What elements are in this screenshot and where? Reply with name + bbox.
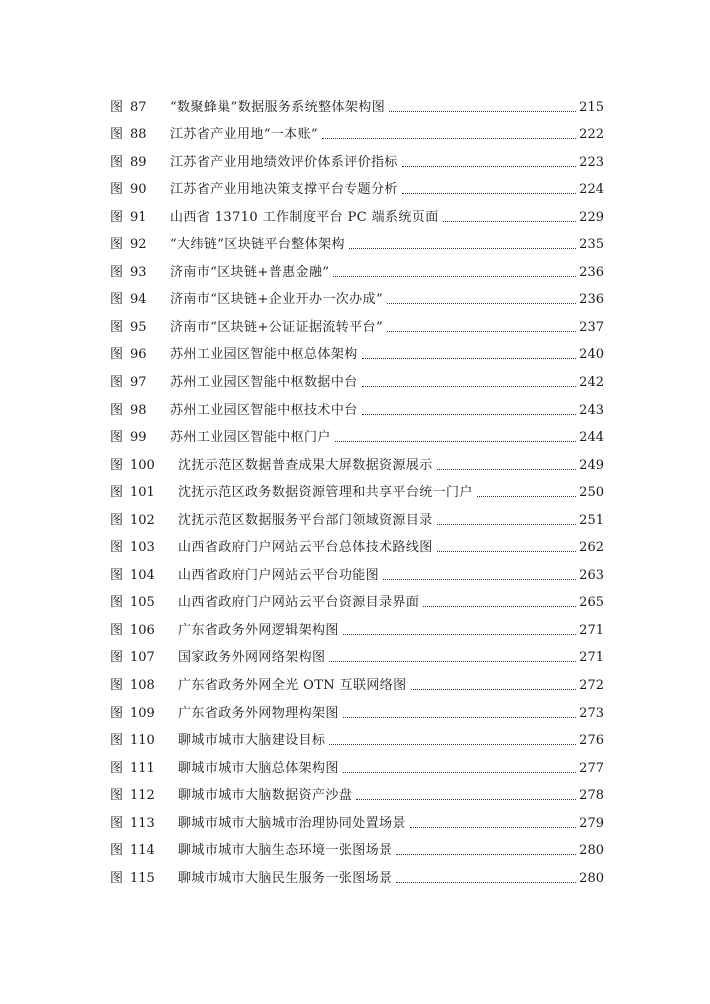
figure-label: 图 (110, 705, 125, 721)
page-number: 237 (579, 319, 604, 335)
figure-number: 107 (130, 650, 155, 666)
figure-label: 图 (110, 540, 125, 556)
toc-entry[interactable] (110, 253, 604, 281)
figure-title: 聊城市城市大脑建设目标 (178, 733, 326, 749)
page-number: 280 (579, 843, 604, 859)
page-number: 278 (579, 788, 604, 804)
page-number: 277 (579, 760, 604, 776)
figure-title: 江苏省产业用地绩效评价体系评价指标 (170, 154, 398, 170)
figure-title: 苏州工业园区智能中枢数据中台 (170, 375, 358, 391)
page-number: 244 (579, 430, 604, 446)
dot-leader (443, 221, 577, 222)
figure-label: 图 (110, 375, 125, 391)
figure-number: 114 (130, 843, 155, 859)
toc-entry[interactable] (110, 198, 604, 226)
figure-number: 96 (130, 347, 147, 363)
figure-label: 图 (110, 127, 125, 143)
toc-entry[interactable] (110, 446, 604, 474)
toc-entry[interactable] (110, 363, 604, 391)
toc-entry[interactable] (110, 777, 604, 805)
toc-entry[interactable] (110, 474, 604, 502)
figure-number: 106 (130, 622, 155, 638)
figure-title: 广东省政务外网全光 OTN 互联网络图 (178, 678, 407, 694)
figure-label: 图 (110, 870, 125, 886)
figure-title: 苏州工业园区智能中枢总体架构 (170, 347, 358, 363)
figure-title: “数聚蜂巢”数据服务系统整体架构图 (170, 99, 386, 115)
figure-label: 图 (110, 99, 125, 115)
figure-label: 图 (110, 402, 125, 418)
page-number: 243 (579, 402, 604, 418)
figure-title: 广东省政务外网逻辑架构图 (178, 622, 339, 638)
figure-label: 图 (110, 264, 125, 280)
figure-number: 97 (130, 375, 147, 391)
dot-leader (343, 634, 576, 635)
figure-number: 104 (130, 567, 155, 583)
figure-title: 济南市“区块链+企业开办一次办成” (170, 292, 384, 308)
dot-leader (396, 854, 576, 855)
dot-leader (362, 386, 577, 387)
dot-leader (362, 358, 577, 359)
figure-title: 江苏省产业用地“一本账” (170, 127, 319, 143)
figure-number: 109 (130, 705, 155, 721)
figure-title: 山西省政府门户网站云平台总体技术路线图 (178, 540, 433, 556)
figure-number: 110 (130, 733, 155, 749)
figure-number: 88 (130, 127, 147, 143)
toc-entry[interactable] (110, 859, 604, 887)
toc-entry[interactable] (110, 501, 604, 529)
figure-label: 图 (110, 457, 125, 473)
figure-number: 94 (130, 292, 147, 308)
figure-label: 图 (110, 154, 125, 170)
figure-title: 山西省政府门户网站云平台资源目录界面 (178, 595, 420, 611)
dot-leader (333, 276, 576, 277)
toc-entry[interactable] (110, 88, 604, 116)
figure-number: 113 (130, 815, 155, 831)
figure-number: 105 (130, 595, 155, 611)
dot-leader (437, 524, 577, 525)
dot-leader (383, 579, 576, 580)
figure-label: 图 (110, 292, 125, 308)
figure-number: 92 (130, 237, 147, 253)
dot-leader (362, 414, 577, 415)
page-number: 222 (579, 127, 604, 143)
page-number: 215 (579, 99, 604, 115)
figure-number: 90 (130, 182, 147, 198)
toc-entry[interactable] (110, 804, 604, 832)
toc-entry[interactable] (110, 639, 604, 667)
page-number: 251 (579, 512, 604, 528)
dot-leader (387, 331, 576, 332)
toc-entry[interactable] (110, 832, 604, 860)
figure-title: 江苏省产业用地决策支撑平台专题分析 (170, 182, 398, 198)
toc-entry[interactable] (110, 556, 604, 584)
page-number: 271 (579, 650, 604, 666)
toc-entry[interactable] (110, 391, 604, 419)
figure-label: 图 (110, 843, 125, 859)
figure-number: 89 (130, 154, 147, 170)
figure-title: 聊城市城市大脑城市治理协同处置场景 (178, 815, 406, 831)
dot-leader (322, 138, 576, 139)
toc-entry[interactable] (110, 281, 604, 309)
page-number: 273 (579, 705, 604, 721)
figure-title: 山西省 13710 工作制度平台 PC 端系统页面 (170, 209, 439, 225)
dot-leader (477, 496, 576, 497)
dot-leader (329, 661, 576, 662)
toc-entry[interactable] (110, 308, 604, 336)
figure-number: 115 (130, 870, 155, 886)
figure-number: 99 (130, 430, 147, 446)
page-number: 236 (579, 292, 604, 308)
toc-entry[interactable] (110, 611, 604, 639)
figure-number: 112 (130, 788, 155, 804)
figure-label: 图 (110, 567, 125, 583)
toc-entry[interactable] (110, 749, 604, 777)
dot-leader (402, 166, 576, 167)
figure-label: 图 (110, 788, 125, 804)
page-number: 272 (579, 678, 604, 694)
page-number: 236 (579, 264, 604, 280)
figure-label: 图 (110, 650, 125, 666)
figure-label: 图 (110, 622, 125, 638)
figure-title: 苏州工业园区智能中枢门户 (170, 430, 331, 446)
dot-leader (410, 827, 576, 828)
figure-number: 98 (130, 402, 147, 418)
dot-leader (335, 441, 576, 442)
figure-number: 91 (130, 209, 147, 225)
figure-title: 沈抚示范区数据服务平台部门领域资源目录 (178, 512, 433, 528)
dot-leader (423, 606, 576, 607)
figure-number: 108 (130, 678, 155, 694)
figure-number: 101 (130, 485, 155, 501)
dot-leader (402, 193, 576, 194)
dot-leader (343, 772, 576, 773)
figure-label: 图 (110, 209, 125, 225)
figure-number: 103 (130, 540, 155, 556)
dot-leader (437, 469, 577, 470)
toc-entry[interactable] (110, 584, 604, 612)
toc-entry[interactable] (110, 666, 604, 694)
toc-entry[interactable] (110, 143, 604, 171)
figure-title: 聊城市城市大脑数据资产沙盘 (178, 788, 353, 804)
page-number: 279 (579, 815, 604, 831)
toc-entry[interactable] (110, 722, 604, 750)
dot-leader (411, 689, 577, 690)
figure-label: 图 (110, 347, 125, 363)
figure-number: 95 (130, 319, 147, 335)
figure-label: 图 (110, 182, 125, 198)
page-number: 229 (579, 209, 604, 225)
dot-leader (387, 303, 576, 304)
page-number: 224 (579, 182, 604, 198)
figure-title: 济南市“区块链+普惠金融” (170, 264, 330, 280)
figure-title: 聊城市城市大脑民生服务一张图场景 (178, 870, 393, 886)
page-number: 235 (579, 237, 604, 253)
figure-title: 山西省政府门户网站云平台功能图 (178, 567, 380, 583)
page-number: 250 (579, 485, 604, 501)
figure-list (110, 88, 604, 887)
page-number: 240 (579, 347, 604, 363)
figure-label: 图 (110, 319, 125, 335)
figure-number: 111 (130, 760, 155, 776)
figure-number: 87 (130, 99, 147, 115)
figure-label: 图 (110, 512, 125, 528)
page-number: 249 (579, 457, 604, 473)
dot-leader (329, 744, 576, 745)
figure-label: 图 (110, 815, 125, 831)
page-number: 263 (579, 567, 604, 583)
figure-label: 图 (110, 595, 125, 611)
dot-leader (349, 248, 576, 249)
figure-title: 沈抚示范区政务数据资源管理和共享平台统一门户 (178, 485, 473, 501)
figure-label: 图 (110, 733, 125, 749)
page-number: 223 (579, 154, 604, 170)
figure-label: 图 (110, 237, 125, 253)
page-number: 265 (579, 595, 604, 611)
figure-label: 图 (110, 760, 125, 776)
dot-leader (343, 717, 576, 718)
toc-entry[interactable] (110, 171, 604, 199)
figure-title: 济南市“区块链+公证证据流转平台” (170, 319, 384, 335)
figure-title: 广东省政务外网物理构架图 (178, 705, 339, 721)
figure-title: 苏州工业园区智能中枢技术中台 (170, 402, 358, 418)
dot-leader (389, 111, 576, 112)
figure-label: 图 (110, 485, 125, 501)
toc-entry[interactable] (110, 529, 604, 557)
page-number: 262 (579, 540, 604, 556)
figure-number: 93 (130, 264, 147, 280)
figure-number: 100 (130, 457, 155, 473)
figure-title: 沈抚示范区数据普查成果大屏数据资源展示 (178, 457, 433, 473)
dot-leader (356, 799, 576, 800)
figure-number: 102 (130, 512, 155, 528)
figure-title: 聊城市城市大脑总体架构图 (178, 760, 339, 776)
toc-entry[interactable] (110, 336, 604, 364)
toc-entry[interactable] (110, 226, 604, 254)
toc-entry[interactable] (110, 116, 604, 144)
page-number: 276 (579, 733, 604, 749)
figure-label: 图 (110, 430, 125, 446)
page-number: 271 (579, 622, 604, 638)
dot-leader (437, 551, 577, 552)
figure-title: 聊城市城市大脑生态环境一张图场景 (178, 843, 393, 859)
toc-entry[interactable] (110, 694, 604, 722)
figure-title: “大纬链”区块链平台整体架构 (170, 237, 345, 253)
figure-label: 图 (110, 678, 125, 694)
dot-leader (396, 882, 576, 883)
page-number: 280 (579, 870, 604, 886)
figure-title: 国家政务外网网络架构图 (178, 650, 326, 666)
toc-entry[interactable] (110, 419, 604, 447)
page-number: 242 (579, 375, 604, 391)
